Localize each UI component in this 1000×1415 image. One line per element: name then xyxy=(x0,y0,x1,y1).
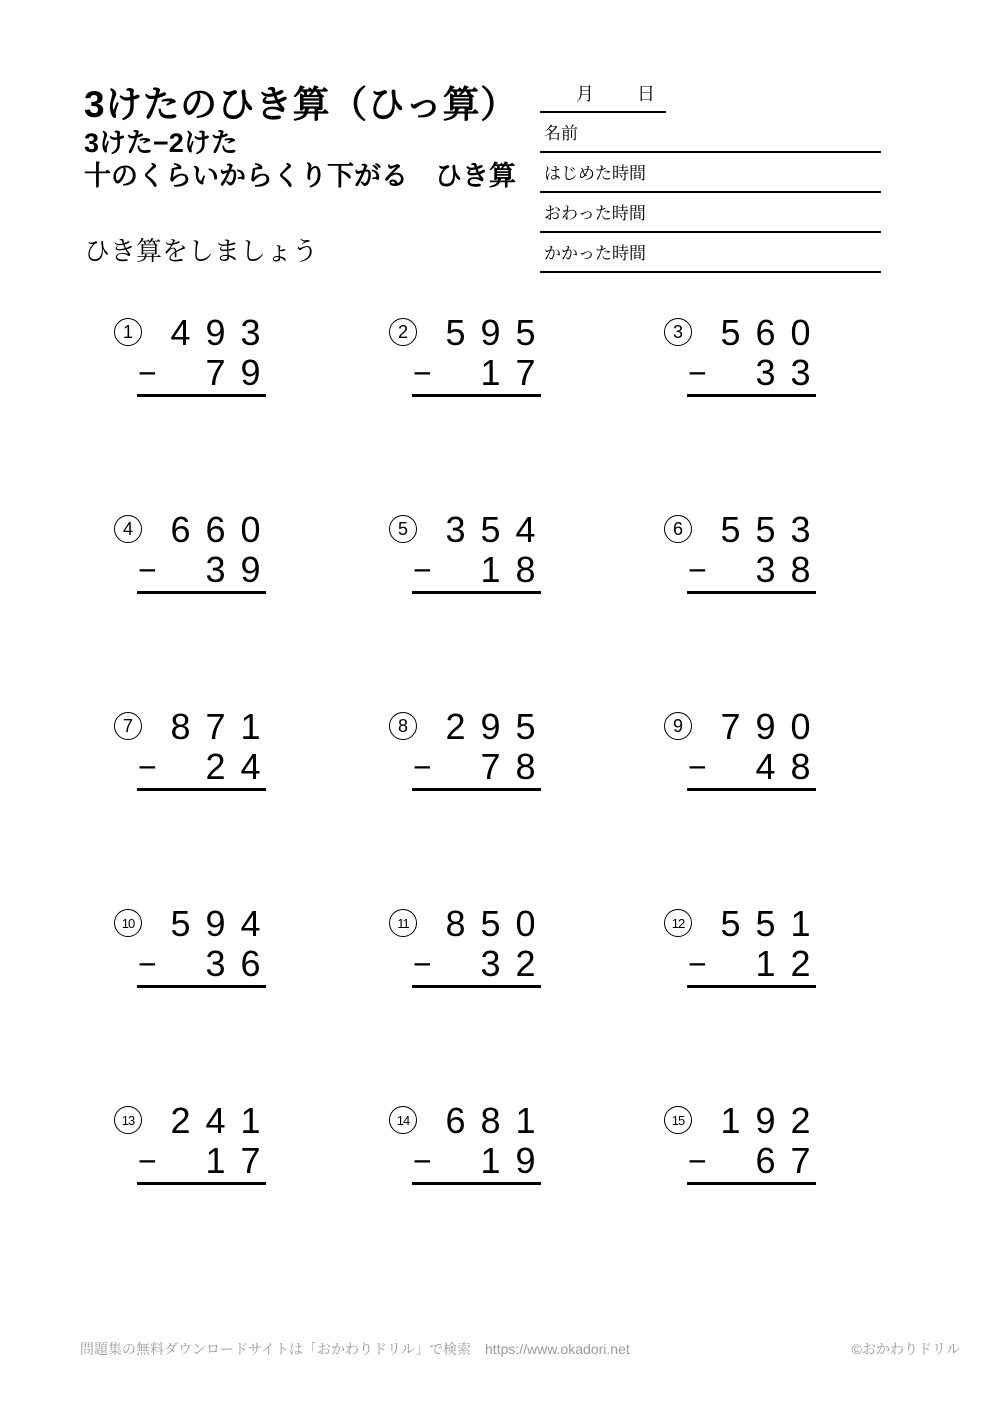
digit: 9 xyxy=(205,312,226,353)
minus-sign: − xyxy=(413,749,432,785)
subtrahend xyxy=(662,354,818,392)
problem-11 xyxy=(387,901,543,1011)
start-time-field[interactable] xyxy=(540,153,881,193)
minuend xyxy=(662,511,818,549)
answer-line xyxy=(412,985,541,988)
subtitle-digit-pattern: 3けた−2けた xyxy=(84,128,238,158)
digit: 4 xyxy=(755,746,776,787)
problem-4 xyxy=(112,507,268,617)
problem-number-badge: 7 xyxy=(114,712,142,740)
minus-sign: − xyxy=(413,946,432,982)
problem-10 xyxy=(112,901,268,1011)
answer-line xyxy=(137,394,266,397)
elapsed-time-label: かかった時間 xyxy=(544,244,646,263)
answer-line xyxy=(412,1182,541,1185)
digit: 5 xyxy=(515,706,536,747)
digit: 9 xyxy=(515,1140,536,1181)
digit: 8 xyxy=(790,746,811,787)
subtrahend xyxy=(112,945,268,983)
answer-line xyxy=(687,788,816,791)
subtitle-borrow-type: 十のくらいからくり下がる ひき算 xyxy=(84,161,516,191)
digit: 4 xyxy=(240,903,261,944)
digit: 5 xyxy=(480,509,501,550)
end-time-field[interactable] xyxy=(540,193,881,233)
footer-site-text: 問題集の無料ダウンロードサイトは「おかわりドリル」で検索 https://www.okadori.net xyxy=(80,1341,630,1357)
problem-1 xyxy=(112,310,268,420)
digit: 3 xyxy=(790,509,811,550)
minuend xyxy=(112,905,268,943)
digit: 9 xyxy=(205,903,226,944)
page-footer xyxy=(80,1339,960,1359)
subtrahend xyxy=(387,551,543,589)
answer-line xyxy=(412,394,541,397)
digit: 1 xyxy=(480,352,501,393)
minuend xyxy=(112,314,268,352)
minus-sign: − xyxy=(138,552,157,588)
problem-number-badge: 15 xyxy=(664,1106,692,1134)
minuend xyxy=(387,1102,543,1140)
digit: 8 xyxy=(170,706,191,747)
minus-sign: − xyxy=(413,355,432,391)
problem-number-badge: 6 xyxy=(664,515,692,543)
digit: 1 xyxy=(240,1100,261,1141)
digit: 0 xyxy=(790,312,811,353)
minuend xyxy=(387,511,543,549)
answer-line xyxy=(687,591,816,594)
problem-number-badge: 12 xyxy=(664,909,692,937)
subtrahend xyxy=(662,748,818,786)
problem-3 xyxy=(662,310,818,420)
digit: 3 xyxy=(205,943,226,984)
digit: 3 xyxy=(790,352,811,393)
digit: 7 xyxy=(515,352,536,393)
digit: 7 xyxy=(790,1140,811,1181)
end-time-label: おわった時間 xyxy=(544,204,646,223)
minuend xyxy=(662,314,818,352)
problem-number-badge: 4 xyxy=(114,515,142,543)
problem-number-badge: 10 xyxy=(114,909,142,937)
minus-sign: − xyxy=(138,946,157,982)
problem-number-badge: 9 xyxy=(664,712,692,740)
minuend xyxy=(662,1102,818,1140)
digit: 1 xyxy=(240,706,261,747)
digit: 6 xyxy=(445,1100,466,1141)
answer-line xyxy=(687,394,816,397)
name-field[interactable] xyxy=(540,113,881,153)
problem-number-badge: 2 xyxy=(389,318,417,346)
problem-15 xyxy=(662,1098,818,1208)
digit: 1 xyxy=(755,943,776,984)
digit: 1 xyxy=(790,903,811,944)
date-field[interactable] xyxy=(540,80,666,113)
problem-5 xyxy=(387,507,543,617)
digit: 2 xyxy=(790,1100,811,1141)
answer-line xyxy=(137,985,266,988)
digit: 9 xyxy=(755,706,776,747)
page-title: 3けたのひき算（ひっ算） xyxy=(84,84,518,125)
subtrahend xyxy=(387,1142,543,1180)
digit: 1 xyxy=(515,1100,536,1141)
digit: 2 xyxy=(790,943,811,984)
digit: 5 xyxy=(445,312,466,353)
digit: 2 xyxy=(445,706,466,747)
digit: 6 xyxy=(755,1140,776,1181)
problem-2 xyxy=(387,310,543,420)
name-label: 名前 xyxy=(544,124,578,143)
digit: 7 xyxy=(720,706,741,747)
minus-sign: − xyxy=(138,1143,157,1179)
digit: 3 xyxy=(755,352,776,393)
subtrahend xyxy=(112,748,268,786)
digit: 7 xyxy=(205,352,226,393)
digit: 1 xyxy=(480,1140,501,1181)
answer-line xyxy=(412,788,541,791)
digit: 1 xyxy=(720,1100,741,1141)
subtrahend xyxy=(387,945,543,983)
digit: 5 xyxy=(755,509,776,550)
problem-number-badge: 3 xyxy=(664,318,692,346)
problem-12 xyxy=(662,901,818,1011)
digit: 8 xyxy=(515,746,536,787)
digit: 3 xyxy=(205,549,226,590)
digit: 2 xyxy=(205,746,226,787)
minuend xyxy=(112,708,268,746)
subtrahend xyxy=(662,945,818,983)
problem-8 xyxy=(387,704,543,814)
digit: 4 xyxy=(515,509,536,550)
digit: 0 xyxy=(240,509,261,550)
digit: 4 xyxy=(240,746,261,787)
digit: 7 xyxy=(240,1140,261,1181)
problem-7 xyxy=(112,704,268,814)
problem-number-badge: 14 xyxy=(389,1106,417,1134)
subtrahend xyxy=(662,551,818,589)
digit: 4 xyxy=(205,1100,226,1141)
answer-line xyxy=(412,591,541,594)
minuend xyxy=(662,708,818,746)
problem-6 xyxy=(662,507,818,617)
answer-line xyxy=(687,1182,816,1185)
digit: 0 xyxy=(515,903,536,944)
digit: 5 xyxy=(720,312,741,353)
problem-number-badge: 13 xyxy=(114,1106,142,1134)
info-form xyxy=(540,80,881,273)
answer-line xyxy=(137,788,266,791)
digit: 5 xyxy=(515,312,536,353)
digit: 8 xyxy=(790,549,811,590)
digit: 6 xyxy=(170,509,191,550)
subtrahend xyxy=(387,354,543,392)
minuend xyxy=(112,1102,268,1140)
digit: 9 xyxy=(240,352,261,393)
digit: 5 xyxy=(170,903,191,944)
digit: 5 xyxy=(480,903,501,944)
minus-sign: − xyxy=(413,552,432,588)
digit: 5 xyxy=(720,903,741,944)
digit: 6 xyxy=(240,943,261,984)
minuend xyxy=(387,314,543,352)
minuend xyxy=(662,905,818,943)
subtrahend xyxy=(112,551,268,589)
digit: 8 xyxy=(480,1100,501,1141)
digit: 6 xyxy=(755,312,776,353)
digit: 5 xyxy=(720,509,741,550)
minus-sign: − xyxy=(138,749,157,785)
digit: 4 xyxy=(170,312,191,353)
month-label: 月 xyxy=(576,84,594,104)
problem-number-badge: 5 xyxy=(389,515,417,543)
minus-sign: − xyxy=(688,749,707,785)
digit: 3 xyxy=(480,943,501,984)
minus-sign: − xyxy=(688,355,707,391)
footer-copyright: ©おかわりドリル xyxy=(851,1341,960,1357)
digit: 2 xyxy=(515,943,536,984)
digit: 0 xyxy=(790,706,811,747)
minus-sign: − xyxy=(688,1143,707,1179)
problem-number-badge: 8 xyxy=(389,712,417,740)
digit: 8 xyxy=(515,549,536,590)
problem-number-badge: 11 xyxy=(389,909,417,937)
digit: 7 xyxy=(480,746,501,787)
problems-grid xyxy=(112,310,937,1295)
minus-sign: − xyxy=(688,946,707,982)
answer-line xyxy=(137,1182,266,1185)
subtrahend xyxy=(387,748,543,786)
day-label: 日 xyxy=(637,84,655,104)
digit: 5 xyxy=(755,903,776,944)
minuend xyxy=(387,905,543,943)
elapsed-time-field[interactable] xyxy=(540,233,881,273)
digit: 8 xyxy=(445,903,466,944)
subtrahend xyxy=(112,354,268,392)
digit: 3 xyxy=(240,312,261,353)
minus-sign: − xyxy=(688,552,707,588)
minuend xyxy=(387,708,543,746)
answer-line xyxy=(687,985,816,988)
digit: 9 xyxy=(480,312,501,353)
digit: 1 xyxy=(480,549,501,590)
answer-line xyxy=(137,591,266,594)
digit: 3 xyxy=(445,509,466,550)
digit: 1 xyxy=(205,1140,226,1181)
digit: 9 xyxy=(480,706,501,747)
problem-9 xyxy=(662,704,818,814)
start-time-label: はじめた時間 xyxy=(544,164,646,183)
instruction-text: ひき算をしましょう xyxy=(84,236,319,266)
minus-sign: − xyxy=(138,355,157,391)
subtrahend xyxy=(112,1142,268,1180)
minus-sign: − xyxy=(413,1143,432,1179)
subtrahend xyxy=(662,1142,818,1180)
digit: 2 xyxy=(170,1100,191,1141)
minuend xyxy=(112,511,268,549)
digit: 6 xyxy=(205,509,226,550)
digit: 9 xyxy=(240,549,261,590)
digit: 9 xyxy=(755,1100,776,1141)
problem-number-badge: 1 xyxy=(114,318,142,346)
problem-13 xyxy=(112,1098,268,1208)
problem-14 xyxy=(387,1098,543,1208)
digit: 3 xyxy=(755,549,776,590)
digit: 7 xyxy=(205,706,226,747)
